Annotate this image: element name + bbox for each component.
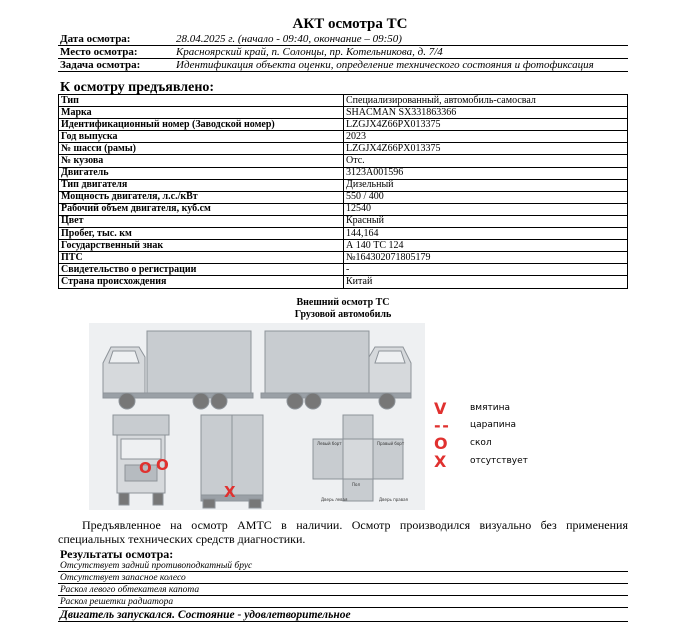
wheel xyxy=(153,493,163,505)
spec-key: Страна происхождения xyxy=(59,276,344,288)
spec-key: Тип xyxy=(59,95,344,107)
net-floor xyxy=(343,439,373,479)
table-row xyxy=(59,143,628,155)
spec-value: А 140 ТС 124 xyxy=(344,240,628,252)
spec-value: 12540 xyxy=(344,203,628,215)
legend-label-scratch: царапина xyxy=(470,420,517,430)
figure-caption xyxy=(58,297,628,321)
table-row xyxy=(59,95,628,107)
cab-window xyxy=(375,351,405,363)
spec-value: LZGJX4Z66PX013375 xyxy=(344,119,628,131)
spec-key: ПТС xyxy=(59,252,344,264)
document-title: АКТ осмотра ТС xyxy=(292,16,408,32)
wheel xyxy=(119,393,135,409)
figure-title: Внешний осмотр ТС xyxy=(296,297,390,308)
spec-key: Двигатель xyxy=(59,167,344,179)
table-row xyxy=(59,191,628,203)
result-item: Раскол решетки радиатора xyxy=(58,596,628,608)
table-row xyxy=(59,119,628,131)
spec-value: - xyxy=(344,264,628,276)
legend-label-chip: скол xyxy=(470,438,492,448)
wheel xyxy=(211,393,227,409)
table-row xyxy=(59,131,628,143)
spec-value: 3123A001596 xyxy=(344,167,628,179)
meta-value: 28.04.2025 г. (начало - 09:40, окончание – 09:50) xyxy=(176,33,402,45)
spec-key: Свидетельство о регистрации xyxy=(59,264,344,276)
spec-key: Тип двигателя xyxy=(59,179,344,191)
net-label: Дверь левая xyxy=(321,497,348,502)
spec-key: Цвет xyxy=(59,215,344,227)
table-row xyxy=(59,107,628,119)
net-label: Правый борт xyxy=(377,441,405,446)
table-row xyxy=(59,167,628,179)
meta-value: Идентификация объекта оценки, определение технического состояния и фотофиксация xyxy=(176,59,594,71)
result-item: Отсутствует запасное колесо xyxy=(58,572,628,584)
spec-key: Государственный знак xyxy=(59,240,344,252)
net-label: Пол xyxy=(352,482,361,487)
legend-symbol-scratch: - - xyxy=(434,416,447,435)
spec-value: Дизельный xyxy=(344,179,628,191)
cab-window xyxy=(109,351,139,363)
spec-key: Пробег, тыс. км xyxy=(59,228,344,240)
final-result: Двигатель запускался. Состояние - удовлетворительное xyxy=(58,608,628,622)
meta-row-task xyxy=(58,59,628,72)
spec-value: Китай xyxy=(344,276,628,288)
spec-table xyxy=(58,94,628,289)
spec-key: Мощность двигателя, л.с./кВт xyxy=(59,191,344,203)
spec-value: SHACMAN SX331863366 xyxy=(344,107,628,119)
meta-row-date xyxy=(58,33,628,46)
wheel xyxy=(305,393,321,409)
inspection-note: Предъявленное на осмотр АМТС в наличии. Осмотр производился визуально без применения специальных технических средств диагностики. xyxy=(58,518,628,546)
cargo-box xyxy=(265,331,369,393)
table-row xyxy=(59,264,628,276)
spec-key: Идентификационный номер (Заводской номер) xyxy=(59,119,344,131)
spec-key: № кузова xyxy=(59,155,344,167)
table-row xyxy=(59,215,628,227)
net-top xyxy=(343,415,373,439)
legend-symbol-missing: X xyxy=(434,452,447,471)
net-label: Дверь правая xyxy=(379,497,408,502)
spec-value: №164302071805179 xyxy=(344,252,628,264)
meta-label: Задача осмотра: xyxy=(60,59,141,71)
table-row xyxy=(59,276,628,288)
table-row xyxy=(59,179,628,191)
missing-mark: X xyxy=(224,483,236,501)
result-item: Раскол левого обтекателя капота xyxy=(58,584,628,596)
spec-value: LZGJX4Z66PX013375 xyxy=(344,143,628,155)
meta-value: Красноярский край, п. Солонцы, пр. Котельникова, д. 7/4 xyxy=(176,46,443,58)
spec-key: Год выпуска xyxy=(59,131,344,143)
chip-mark: O xyxy=(156,456,169,474)
wheel xyxy=(379,393,395,409)
spec-value: Красный xyxy=(344,215,628,227)
net-label: Левый борт xyxy=(317,441,342,446)
wheel xyxy=(119,493,129,505)
table-row xyxy=(59,228,628,240)
presented-heading: К осмотру предъявлено: xyxy=(60,80,215,95)
legend-symbol-dent: V xyxy=(434,399,447,418)
spec-value: 2023 xyxy=(344,131,628,143)
spec-value: Отс. xyxy=(344,155,628,167)
meta-row-place xyxy=(58,46,628,59)
wheel xyxy=(193,393,209,409)
wheel xyxy=(203,499,215,508)
table-row xyxy=(59,240,628,252)
truck-damage-diagram xyxy=(89,323,425,510)
wheel xyxy=(249,499,261,508)
meta-label: Дата осмотра: xyxy=(60,33,131,45)
meta-label: Место осмотра: xyxy=(60,46,138,58)
legend-symbol-chip: O xyxy=(434,434,448,453)
table-row xyxy=(59,203,628,215)
chip-mark: O xyxy=(139,459,152,477)
table-row xyxy=(59,155,628,167)
spec-value: 144,164 xyxy=(344,228,628,240)
cargo-box xyxy=(147,331,251,393)
figure-subtitle: Грузовой автомобиль xyxy=(294,309,392,320)
spec-value: Специализированный, автомобиль-самосвал xyxy=(344,95,628,107)
wheel xyxy=(287,393,303,409)
result-item: Отсутствует задний противоподкатный брус xyxy=(58,560,628,572)
spec-value: 550 / 400 xyxy=(344,191,628,203)
legend-label-dent: вмятина xyxy=(470,403,510,413)
table-row xyxy=(59,252,628,264)
legend-label-missing: отсутствует xyxy=(470,456,528,466)
results-heading: Результаты осмотра: xyxy=(60,547,174,561)
spec-key: № шасси (рамы) xyxy=(59,143,344,155)
spec-key: Рабочий объем двигателя, куб.см xyxy=(59,203,344,215)
cargo-box-top xyxy=(113,415,169,435)
windshield xyxy=(121,439,161,459)
spec-key: Марка xyxy=(59,107,344,119)
